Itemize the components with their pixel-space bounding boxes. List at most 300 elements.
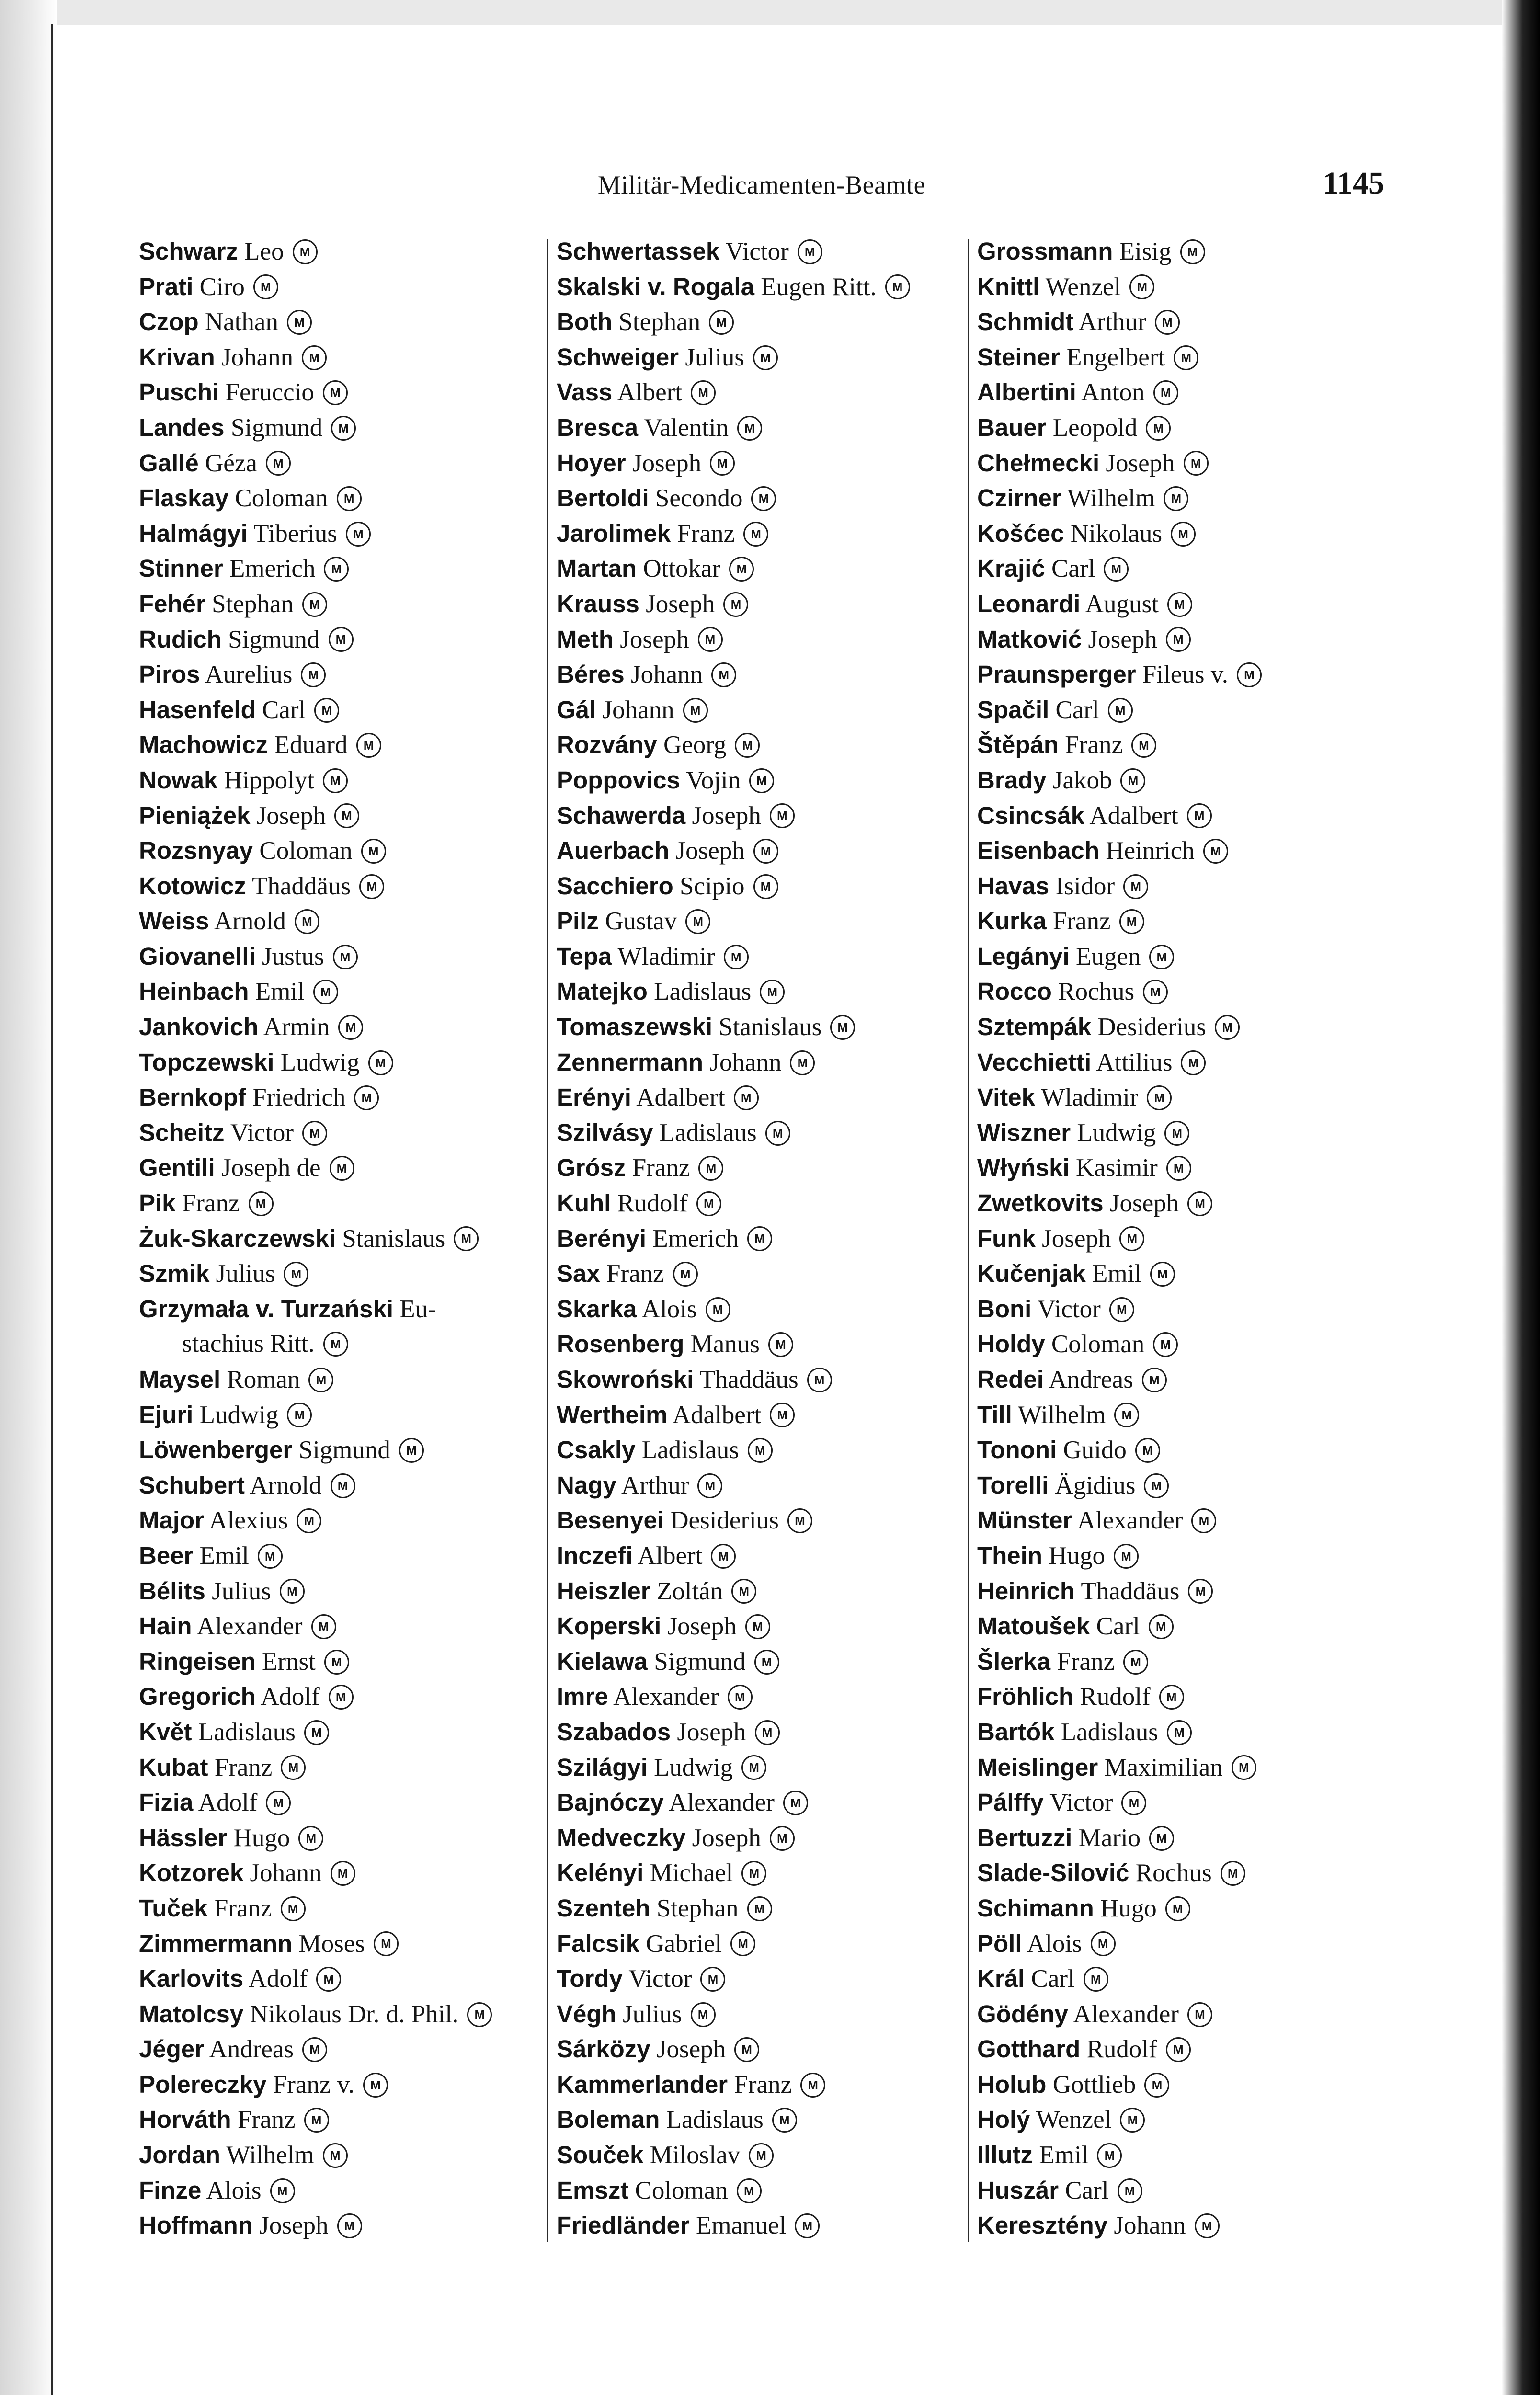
circled-m-icon: M	[770, 1826, 795, 1851]
circled-m-icon: M	[301, 662, 326, 687]
circled-m-icon: M	[1159, 1685, 1184, 1710]
surname: Illutz	[977, 2141, 1033, 2169]
circled-m-icon: M	[696, 1191, 721, 1216]
surname: Włyński	[977, 1154, 1070, 1182]
given-name: Arnold	[214, 907, 286, 935]
surname: Tuček	[139, 1894, 208, 1922]
list-item	[139, 1115, 551, 1151]
list-item	[139, 1785, 551, 1820]
circled-m-icon: M	[1120, 2108, 1145, 2133]
circled-m-icon: M	[783, 1791, 808, 1815]
circled-m-icon: M	[249, 1191, 274, 1216]
given-name: Thaddäus	[252, 872, 351, 900]
surname: Scheitz	[139, 1118, 225, 1146]
surname: Pieniążek	[139, 801, 251, 829]
given-name: Eugen	[1075, 942, 1141, 970]
list-item	[139, 903, 551, 939]
given-name: Joseph	[677, 1718, 746, 1746]
circled-m-icon: M	[1131, 733, 1156, 758]
name-column-3	[977, 234, 1399, 2243]
circled-m-icon: M	[1195, 2213, 1220, 2238]
circled-m-icon: M	[1123, 1650, 1148, 1675]
given-name: Rudolf	[1086, 2035, 1157, 2064]
circled-m-icon: M	[323, 768, 348, 793]
surname: Machowicz	[139, 731, 268, 759]
given-name: Stanislaus	[719, 1013, 822, 1041]
given-name: Ladislaus	[654, 978, 752, 1006]
circled-m-icon: M	[324, 557, 349, 582]
given-name: Franz	[237, 2106, 296, 2134]
list-item	[977, 1714, 1399, 1750]
given-name: Guido	[1063, 1436, 1127, 1464]
list-item	[557, 903, 973, 939]
given-name: Julius	[685, 343, 745, 371]
circled-m-icon: M	[798, 240, 822, 264]
list-item	[977, 375, 1399, 410]
surname: Weiss	[139, 907, 209, 935]
list-item	[139, 234, 551, 269]
given-name: Rudolf	[617, 1189, 688, 1218]
circled-m-icon: M	[800, 2073, 825, 2098]
surname: Finze	[139, 2176, 202, 2204]
surname: Landes	[139, 413, 225, 441]
circled-m-icon: M	[741, 1861, 766, 1886]
list-item	[139, 1221, 551, 1256]
circled-m-icon: M	[673, 1262, 698, 1287]
surname: Holý	[977, 2106, 1030, 2133]
circled-m-icon: M	[374, 1931, 399, 1956]
surname: Bélits	[139, 1577, 205, 1605]
surname: Schmidt	[977, 308, 1074, 336]
surname: Krauss	[557, 590, 639, 617]
surname: Emszt	[557, 2176, 629, 2204]
surname: Kučenjak	[977, 1260, 1086, 1288]
circled-m-icon: M	[297, 1508, 321, 1533]
surname: Berényi	[557, 1224, 647, 1252]
circled-m-icon: M	[280, 1579, 305, 1604]
surname: Pöll	[977, 1929, 1022, 1957]
list-item	[139, 1820, 551, 1856]
surname: Fehér	[139, 590, 205, 617]
surname: Münster	[977, 1506, 1072, 1534]
list-item	[977, 1679, 1399, 1714]
surname: Till	[977, 1401, 1012, 1428]
circled-m-icon: M	[359, 874, 384, 899]
list-item	[977, 269, 1399, 305]
list-item	[977, 1186, 1399, 1221]
list-item	[557, 1538, 973, 1574]
list-item	[139, 586, 551, 622]
surname: Šlerka	[977, 1647, 1051, 1675]
circled-m-icon: M	[329, 1685, 354, 1710]
circled-m-icon: M	[753, 839, 778, 864]
surname: Gál	[557, 696, 596, 723]
surname: Rozsnyay	[139, 837, 253, 865]
given-name: Joseph	[656, 2035, 726, 2064]
circled-m-icon: M	[253, 274, 278, 299]
given-name: Adalbert	[636, 1083, 725, 1112]
list-item	[557, 269, 973, 305]
circled-m-icon: M	[467, 2002, 492, 2027]
given-name: Victor	[1037, 1295, 1101, 1323]
circled-m-icon: M	[741, 1755, 766, 1780]
given-name: Feruccio	[225, 378, 314, 407]
list-item	[557, 1608, 973, 1644]
surname: Kubat	[139, 1753, 208, 1781]
circled-m-icon: M	[361, 839, 386, 864]
surname: Štěpán	[977, 731, 1059, 759]
list-item	[139, 1045, 551, 1080]
list-item	[139, 1996, 551, 2032]
surname: Skarka	[557, 1295, 637, 1323]
circled-m-icon: M	[1187, 803, 1212, 828]
list-item	[139, 692, 551, 728]
circled-m-icon: M	[1167, 592, 1192, 617]
list-item	[139, 2137, 551, 2173]
given-name: Nikolaus	[1070, 519, 1163, 547]
surname: Jordan	[139, 2141, 221, 2169]
list-item	[557, 1362, 973, 1397]
list-item	[557, 445, 973, 481]
circled-m-icon: M	[331, 1861, 355, 1886]
given-name: Franz	[606, 1260, 664, 1288]
given-name: Ottokar	[643, 555, 721, 583]
given-name: Johann	[709, 1048, 782, 1076]
given-name: Arthur	[1078, 308, 1146, 336]
surname: Boleman	[557, 2106, 660, 2133]
surname: Hoyer	[557, 449, 626, 477]
given-name: Franz	[1057, 1647, 1115, 1676]
surname: Sztempák	[977, 1013, 1092, 1041]
circled-m-icon: M	[697, 1473, 722, 1498]
surname: Auerbach	[557, 837, 670, 865]
given-name: Nathan	[205, 308, 278, 336]
surname: Falcsik	[557, 1929, 639, 1957]
circled-m-icon: M	[745, 1614, 770, 1639]
given-name: Georg	[663, 731, 727, 759]
surname: Szabados	[557, 1718, 671, 1745]
given-name: Alexander	[196, 1612, 303, 1641]
circled-m-icon: M	[735, 733, 760, 758]
given-name: Emerich	[229, 555, 316, 583]
given-name: Armin	[263, 1013, 330, 1041]
given-name: Ernst	[262, 1647, 316, 1676]
list-item	[139, 1009, 551, 1045]
list-item	[557, 1045, 973, 1080]
scan-left-edge	[0, 0, 57, 2395]
list-item	[139, 1397, 551, 1433]
circled-m-icon: M	[337, 2213, 362, 2238]
list-item	[977, 939, 1399, 974]
list-item	[557, 1820, 973, 1856]
list-item	[557, 1855, 973, 1891]
circled-m-icon: M	[293, 240, 318, 264]
circled-m-icon: M	[1167, 1720, 1192, 1745]
circled-m-icon: M	[731, 1579, 756, 1604]
circled-m-icon: M	[302, 1121, 327, 1146]
given-name: Stephan	[618, 308, 701, 336]
list-item	[557, 1785, 973, 1820]
surname: Grósz	[557, 1154, 626, 1182]
given-name: Maximilian	[1104, 1753, 1223, 1781]
given-name: Carl	[262, 696, 306, 724]
surname: Szilágyi	[557, 1753, 648, 1781]
circled-m-icon: M	[354, 1085, 379, 1110]
circled-m-icon: M	[1149, 1614, 1174, 1639]
given-name: Tiberius	[253, 519, 337, 547]
circled-m-icon: M	[706, 1297, 730, 1322]
surname: Jarolimek	[557, 519, 671, 547]
surname: Funk	[977, 1224, 1036, 1252]
circled-m-icon: M	[1129, 274, 1154, 299]
surname: Slade-Silović	[977, 1859, 1129, 1887]
surname: Végh	[557, 2000, 616, 2028]
given-name: Aurelius	[205, 661, 293, 689]
list-item	[139, 1644, 551, 1679]
given-name: Johann	[250, 1859, 322, 1887]
given-name: Victor	[725, 238, 789, 265]
given-name: Alexander	[669, 1789, 775, 1817]
given-name: Géza	[205, 449, 257, 477]
surname: Rozvány	[557, 731, 657, 759]
given-name: Alois	[1027, 1929, 1082, 1958]
surname: Gentili	[139, 1154, 215, 1182]
circled-m-icon: M	[1119, 909, 1144, 934]
circled-m-icon: M	[304, 1720, 329, 1745]
surname: Heinbach	[139, 978, 249, 1005]
surname: Gallé	[139, 449, 199, 477]
surname: Legányi	[977, 942, 1070, 970]
surname: Polereczky	[139, 2070, 267, 2098]
list-item	[977, 1644, 1399, 1679]
surname: Gregorich	[139, 1683, 256, 1711]
surname: Giovanelli	[139, 942, 256, 970]
surname: Hain	[139, 1612, 192, 1640]
list-item	[557, 622, 973, 657]
given-name: Miloslav	[650, 2141, 741, 2169]
given-name: Adolf	[198, 1789, 258, 1817]
surname: Matolcsy	[139, 2000, 244, 2028]
circled-m-icon: M	[1143, 980, 1168, 1004]
circled-m-icon: M	[1142, 1368, 1167, 1392]
given-name: Carl	[1096, 1612, 1140, 1641]
surname: Halmágyi	[139, 519, 248, 547]
given-name: Carl	[1055, 696, 1099, 724]
surname: Matković	[977, 625, 1082, 653]
circled-m-icon: M	[683, 698, 708, 723]
list-item	[977, 833, 1399, 868]
surname: Czirner	[977, 484, 1061, 512]
surname: Huszár	[977, 2176, 1059, 2204]
given-name: Victor	[628, 1965, 692, 1993]
surname: Karlovits	[139, 1965, 244, 1993]
circled-m-icon: M	[266, 451, 291, 476]
surname: Meislinger	[977, 1753, 1098, 1781]
given-name: Franz	[734, 2070, 792, 2098]
list-item	[139, 445, 551, 481]
given-name: Carl	[1031, 1965, 1075, 1993]
surname: Havas	[977, 872, 1049, 900]
list-item	[557, 1221, 973, 1256]
circled-m-icon: M	[1084, 1967, 1108, 1992]
circled-m-icon: M	[1237, 662, 1262, 687]
list-item	[557, 1891, 973, 1926]
given-name: Valentin	[644, 413, 729, 442]
circled-m-icon: M	[281, 1896, 306, 1921]
list-item	[557, 304, 973, 340]
list-item	[557, 868, 973, 904]
given-name: Kasimir	[1075, 1154, 1158, 1182]
surname: Sacchiero	[557, 872, 673, 900]
surname: Koperski	[557, 1612, 662, 1640]
surname: Szenteh	[557, 1894, 650, 1922]
list-item	[977, 2137, 1399, 2173]
given-name: Ludwig	[1077, 1118, 1156, 1147]
surname: Král	[977, 1965, 1025, 1993]
given-name: Adalbert	[1089, 801, 1178, 830]
list-item	[977, 2208, 1399, 2243]
list-item	[977, 1891, 1399, 1926]
surname: Tononi	[977, 1436, 1057, 1464]
given-name: Wilhelm	[226, 2141, 314, 2169]
circled-m-icon: M	[728, 1685, 753, 1710]
list-item	[557, 2137, 973, 2173]
list-item	[139, 480, 551, 516]
surname: Skowroński	[557, 1366, 694, 1393]
list-item	[977, 1961, 1399, 1996]
circled-m-icon: M	[765, 1121, 790, 1146]
given-name: Joseph	[1088, 625, 1157, 653]
surname: Hasenfeld	[139, 696, 256, 723]
given-name: Ladislaus	[198, 1718, 296, 1746]
list-item	[977, 234, 1399, 269]
circled-m-icon: M	[334, 803, 359, 828]
list-item	[557, 1996, 973, 2032]
list-item	[139, 1538, 551, 1574]
list-item	[139, 1326, 551, 1362]
circled-m-icon: M	[1118, 2178, 1142, 2203]
list-item	[139, 1362, 551, 1397]
circled-m-icon: M	[323, 1332, 348, 1357]
circled-m-icon: M	[1187, 2002, 1212, 2027]
given-name: Joseph de	[221, 1154, 321, 1182]
list-item	[557, 1503, 973, 1538]
given-name: Eu-	[399, 1295, 436, 1323]
list-item	[977, 1996, 1399, 2032]
list-item	[557, 727, 973, 763]
given-name: Franz	[214, 1753, 273, 1781]
surname: Pik	[139, 1189, 176, 1217]
given-name: Ladislaus	[659, 1118, 757, 1147]
surname: Bajnóczy	[557, 1789, 664, 1816]
list-item	[557, 1080, 973, 1115]
circled-m-icon: M	[749, 2143, 774, 2168]
given-name: Isidor	[1055, 872, 1115, 900]
surname: Knittl	[977, 273, 1040, 300]
given-name: Alexander	[1077, 1506, 1183, 1535]
surname: Csakly	[557, 1436, 636, 1464]
circled-m-icon: M	[772, 2108, 797, 2133]
circled-m-icon: M	[700, 1967, 725, 1992]
given-name: Hugo	[1100, 1894, 1157, 1922]
circled-m-icon: M	[304, 2108, 329, 2133]
given-name: Joseph	[667, 1612, 737, 1641]
given-name: Joseph	[692, 801, 761, 830]
given-name: Julius	[212, 1577, 271, 1605]
given-name: Julius	[216, 1260, 275, 1288]
given-name: Sigmund	[298, 1436, 390, 1464]
list-item	[557, 1574, 973, 1609]
given-name: Franz	[1052, 907, 1111, 935]
given-name: Fileus v.	[1142, 661, 1229, 689]
circled-m-icon: M	[331, 416, 356, 441]
list-item	[139, 304, 551, 340]
list-item	[139, 1855, 551, 1891]
surname: Grossmann	[977, 238, 1113, 265]
given-name: Ciro	[199, 273, 245, 301]
list-item	[977, 1820, 1399, 1856]
given-name: Gustav	[605, 907, 677, 935]
surname: Schweiger	[557, 343, 679, 371]
given-name: Wladimir	[617, 942, 715, 970]
circled-m-icon: M	[691, 380, 716, 405]
circled-m-icon: M	[1184, 451, 1209, 476]
circled-m-icon: M	[1153, 1332, 1178, 1357]
circled-m-icon: M	[1215, 1015, 1240, 1040]
surname: Czop	[139, 308, 199, 336]
circled-m-icon: M	[1135, 1438, 1160, 1463]
circled-m-icon: M	[298, 1826, 323, 1851]
surname: Redei	[977, 1366, 1044, 1393]
list-item	[557, 2102, 973, 2137]
list-item	[139, 375, 551, 410]
circled-m-icon: M	[1147, 1085, 1172, 1110]
given-name: Joseph	[692, 1824, 761, 1852]
surname: Matoušek	[977, 1612, 1090, 1640]
given-name: Nikolaus Dr. d. Phil.	[250, 2000, 459, 2028]
list-item	[557, 586, 973, 622]
given-name: Arthur	[621, 1471, 689, 1499]
circled-m-icon: M	[1150, 1262, 1175, 1287]
given-name: Joseph	[1109, 1189, 1179, 1218]
list-item	[139, 1150, 551, 1186]
surname: Zwetkovits	[977, 1189, 1104, 1217]
list-item	[139, 1080, 551, 1115]
circled-m-icon: M	[1109, 1297, 1134, 1322]
given-name: Alois	[641, 1295, 697, 1323]
given-name: Emil	[1039, 2141, 1089, 2169]
list-item	[557, 1432, 973, 1468]
surname: Kuhl	[557, 1189, 611, 1217]
surname: Csincsák	[977, 801, 1084, 829]
circled-m-icon: M	[770, 1403, 795, 1427]
surname: Both	[557, 308, 613, 336]
given-name: Leopold	[1052, 413, 1138, 442]
circled-m-icon: M	[270, 2178, 295, 2203]
surname: Fizia	[139, 1789, 194, 1816]
list-item	[557, 551, 973, 586]
surname: Nagy	[557, 1471, 616, 1499]
list-item	[557, 2208, 973, 2243]
name-column-2	[557, 234, 973, 2243]
given-name: stachius Ritt.	[182, 1330, 315, 1358]
given-name: August	[1085, 590, 1159, 618]
list-item	[557, 375, 973, 410]
circled-m-icon: M	[1191, 1508, 1216, 1533]
surname: Schwarz	[139, 238, 238, 265]
surname: Tordy	[557, 1965, 623, 1993]
given-name: Rochus	[1135, 1859, 1212, 1887]
